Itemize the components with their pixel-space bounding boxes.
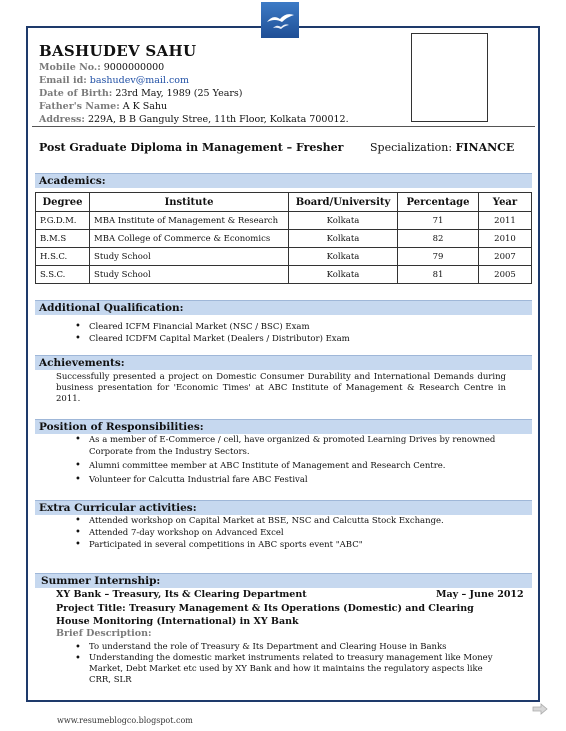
address-value: 229A, B B Ganguly Stree, 11th Floor, Kolkata 700012. xyxy=(87,114,349,125)
cell-board: Kolkata xyxy=(289,212,398,230)
table-row xyxy=(36,212,532,230)
father-value: A K Sahu xyxy=(122,101,168,112)
cell-percentage: 82 xyxy=(398,230,479,248)
cell-board: Kolkata xyxy=(289,248,398,266)
cell-board: Kolkata xyxy=(289,266,398,284)
table-row xyxy=(36,248,532,266)
dob-label: Date of Birth: xyxy=(39,88,113,99)
dob-line xyxy=(39,87,242,100)
extra-list xyxy=(73,515,513,551)
father-label: Father's Name: xyxy=(39,101,120,112)
internship-project: Project Title: Treasury Management & Its Operations (Domestic) and Clearing House Monitoring (International) in XY Bank xyxy=(56,603,474,627)
father-line xyxy=(39,100,167,113)
footer-url[interactable]: www.resumeblogco.blogspot.com xyxy=(57,716,193,725)
list-item: • Understanding the domestic market instruments related to treasury management like Money Market, Debt Market etc used by XY Bank and how it maintains the regulatory aspects like CRR, SLR xyxy=(73,653,507,686)
col-board: Board/University xyxy=(289,193,398,212)
photo-placeholder xyxy=(411,33,488,122)
section-responsibilities: Position of Responsibilities: xyxy=(35,419,532,434)
dob-value: 23rd May, 1989 (25 Years) xyxy=(115,88,243,99)
specialization-value: FINANCE xyxy=(455,141,515,154)
cell-year: 2010 xyxy=(479,230,532,248)
email-line xyxy=(39,74,189,87)
cell-percentage: 79 xyxy=(398,248,479,266)
internship-period: May – June 2012 xyxy=(436,589,524,600)
academics-table xyxy=(35,192,532,284)
cell-board: Kolkata xyxy=(289,230,398,248)
cell-degree: S.S.C. xyxy=(36,266,90,284)
responsibilities-list xyxy=(73,434,507,486)
specialization xyxy=(370,141,514,154)
list-item: • To understand the role of Treasury & Its Department and Clearing House in Banks xyxy=(73,642,507,653)
candidate-name: BASHUDEV SAHU xyxy=(39,42,197,60)
list-item: • As a member of E-Commerce / cell, have organized & promoted Learning Drives by renowned Corporate from the Industry Sectors. xyxy=(73,434,507,458)
cell-percentage: 81 xyxy=(398,266,479,284)
col-year: Year xyxy=(479,193,532,212)
list-item: • Attended 7-day workshop on Advanced Excel xyxy=(73,527,513,539)
address-line xyxy=(39,113,349,126)
list-item: • Cleared ICFM Financial Market (NSC / BSC) Exam xyxy=(73,321,513,333)
internship-company: XY Bank – Treasury, Its & Clearing Department xyxy=(56,589,307,600)
section-extra-curricular: Extra Curricular activities: xyxy=(35,500,532,515)
bird-logo-icon xyxy=(261,2,299,38)
cell-degree: B.M.S xyxy=(36,230,90,248)
mobile-line xyxy=(39,61,164,74)
table-header-row xyxy=(36,193,532,212)
cell-institute: MBA College of Commerce & Economics xyxy=(90,230,289,248)
cell-year: 2007 xyxy=(479,248,532,266)
section-academics: Academics: xyxy=(35,173,532,188)
section-achievements: Achievements: xyxy=(35,355,532,370)
list-item: • Participated in several competitions in ABC sports event "ABC" xyxy=(73,539,513,551)
internship-brief-label: Brief Description: xyxy=(56,628,152,639)
section-summer-internship: Summer Internship: xyxy=(35,573,532,588)
table-row xyxy=(36,230,532,248)
col-institute: Institute xyxy=(90,193,289,212)
arrow-right-icon xyxy=(532,703,548,715)
list-item: • Cleared ICDFM Capital Market (Dealers / Distributor) Exam xyxy=(73,333,513,345)
achievements-text: Successfully presented a project on Domestic Consumer Durability and International Demands during business presentation for 'Economic Times' at ABC Institute of Management & Research Centre in 2011. xyxy=(56,372,506,404)
cell-year: 2011 xyxy=(479,212,532,230)
cell-institute: Study School xyxy=(90,266,289,284)
email-link[interactable]: bashudev@mail.com xyxy=(89,75,190,86)
list-item: • Volunteer for Calcutta Industrial fare ABC Festival xyxy=(73,474,507,486)
table-row xyxy=(36,266,532,284)
cell-percentage: 71 xyxy=(398,212,479,230)
mobile-value: 9000000000 xyxy=(103,62,165,73)
col-percentage: Percentage xyxy=(398,193,479,212)
headline: Post Graduate Diploma in Management – Fresher xyxy=(39,141,344,154)
cell-institute: Study School xyxy=(90,248,289,266)
col-degree: Degree xyxy=(36,193,90,212)
cell-year: 2005 xyxy=(479,266,532,284)
additional-list xyxy=(73,321,513,345)
address-label: Address: xyxy=(39,114,85,125)
cell-degree: P.G.D.M. xyxy=(36,212,90,230)
cell-institute: MBA Institute of Management & Research xyxy=(90,212,289,230)
email-label: Email id: xyxy=(39,75,87,86)
specialization-label: Specialization: xyxy=(370,141,453,154)
list-item: • Attended workshop on Capital Market at BSE, NSC and Calcutta Stock Exchange. xyxy=(73,515,513,527)
internship-list xyxy=(73,642,507,686)
list-item: • Alumni committee member at ABC Institute of Management and Research Centre. xyxy=(73,460,507,472)
section-additional-qualification: Additional Qualification: xyxy=(35,300,532,315)
mobile-label: Mobile No.: xyxy=(39,62,101,73)
cell-degree: H.S.C. xyxy=(36,248,90,266)
